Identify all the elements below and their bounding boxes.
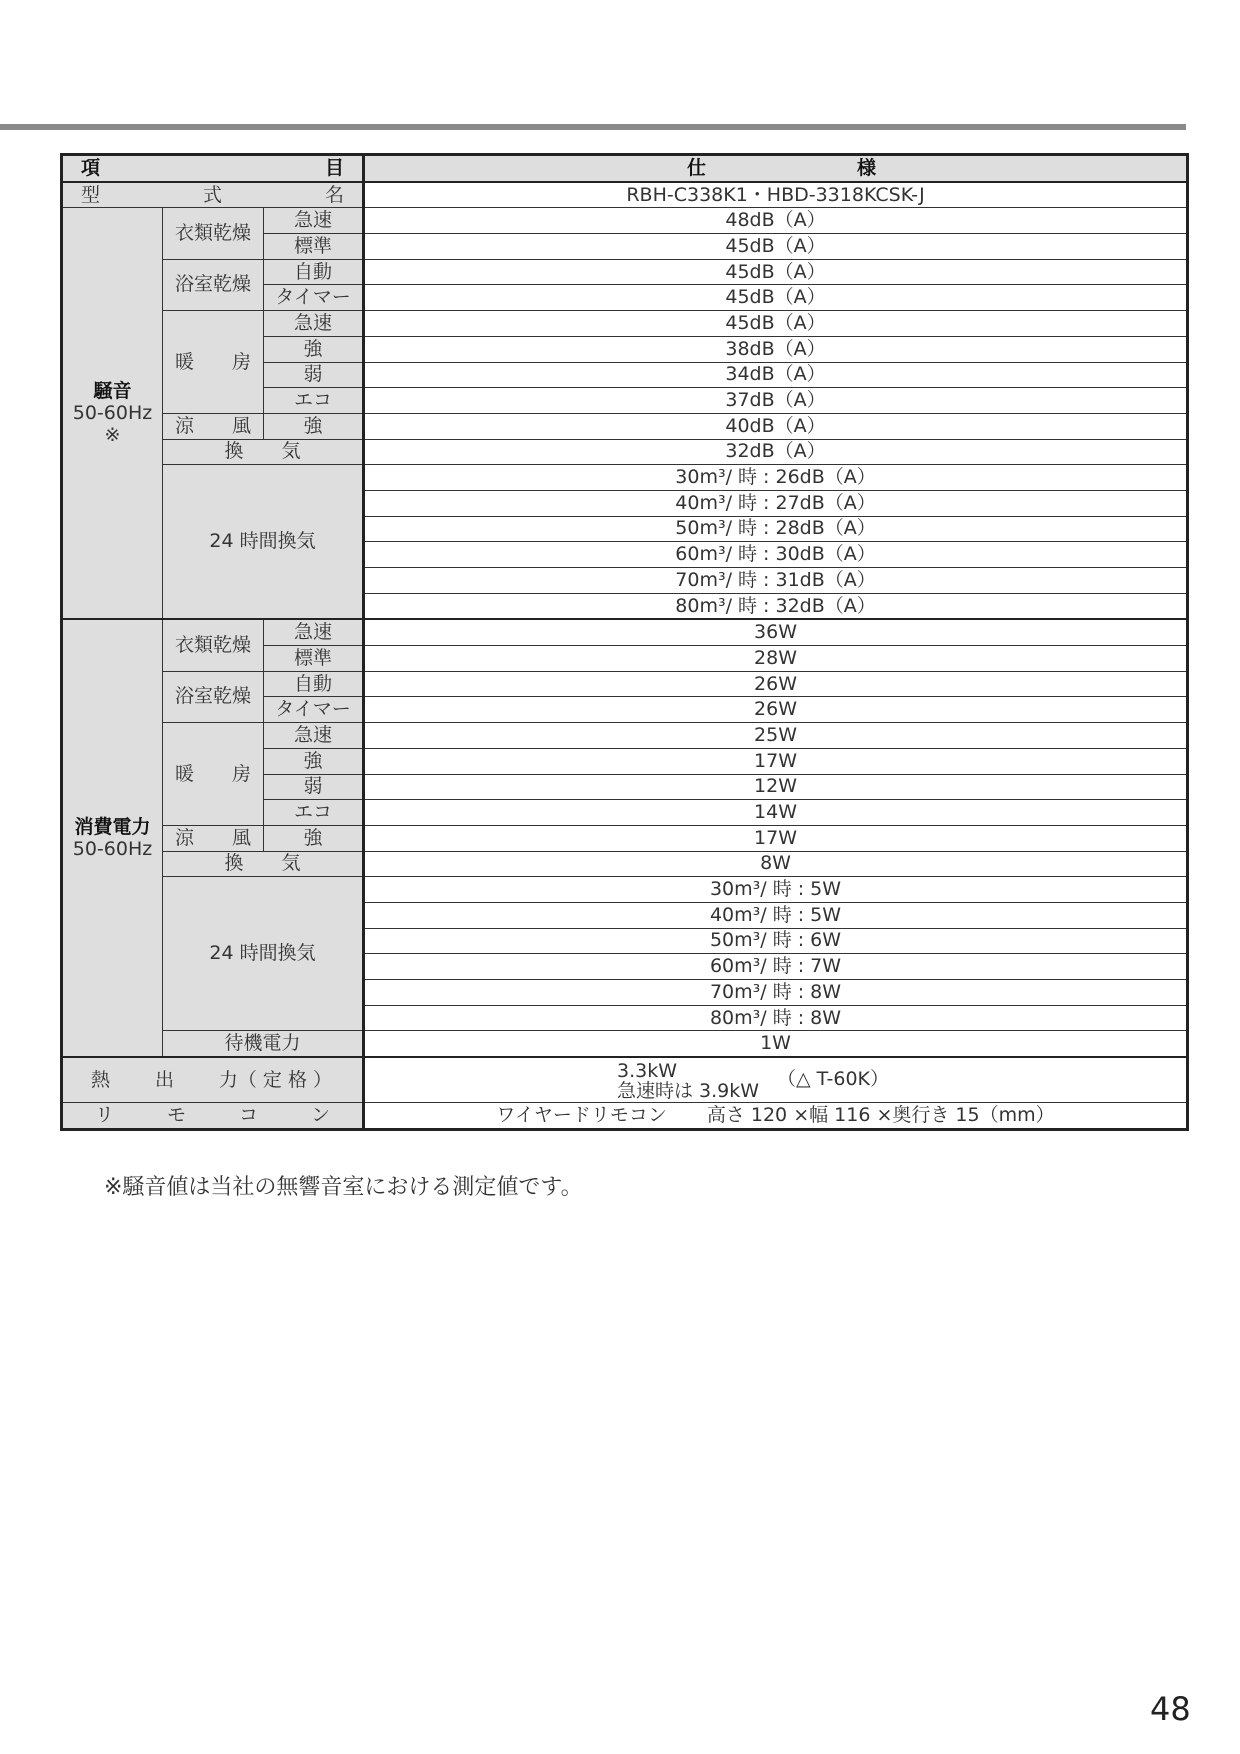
mode-cell: 急速 — [264, 208, 364, 234]
table-row — [62, 465, 1188, 491]
mode-cell: 標準 — [264, 234, 364, 260]
mode-cell: 強 — [264, 748, 364, 774]
power-vent-label: 換 気 — [163, 851, 364, 877]
top-divider — [0, 124, 1186, 130]
model-row — [62, 182, 1188, 208]
value-cell: 40m³/ 時 : 5W — [364, 902, 1188, 928]
mode-cell: 自動 — [264, 259, 364, 285]
noise-bath-dry-label: 浴室乾燥 — [163, 259, 264, 310]
header-row — [62, 155, 1188, 182]
table-row — [62, 851, 1188, 877]
mode-cell: エコ — [264, 800, 364, 826]
value-cell: 8W — [364, 851, 1188, 877]
value-cell: 50m³/ 時 : 28dB（A） — [364, 516, 1188, 542]
power-vent24-label: 24 時間換気 — [163, 877, 364, 1031]
mode-cell: 弱 — [264, 362, 364, 388]
value-cell: 30m³/ 時 : 5W — [364, 877, 1188, 903]
value-cell: 45dB（A） — [364, 234, 1188, 260]
noise-clothes-dry-label: 衣類乾燥 — [163, 208, 264, 259]
value-cell: 14W — [364, 800, 1188, 826]
power-cool-label: 涼 風 — [163, 825, 264, 851]
value-cell: 1W — [364, 1031, 1188, 1057]
spec-table — [60, 153, 1189, 1131]
remote-row — [62, 1103, 1188, 1130]
power-standby-label: 待機電力 — [163, 1031, 364, 1057]
heat-output-values: 3.3kW 急速時は 3.9kW — [617, 1060, 760, 1102]
value-cell: 17W — [364, 825, 1188, 851]
table-row — [62, 259, 1188, 285]
remote-label: リ モ コ ン — [62, 1103, 364, 1130]
page-number: 48 — [1150, 1690, 1191, 1728]
power-category: 消費電力 50-60Hz — [62, 619, 163, 1057]
value-cell: 37dB（A） — [364, 388, 1188, 414]
value-cell: 38dB（A） — [364, 336, 1188, 362]
remote-value: ワイヤードリモコン 高さ 120 ×幅 116 ×奥行き 15（mm） — [364, 1103, 1188, 1130]
mode-cell: 弱 — [264, 774, 364, 800]
table-row — [62, 413, 1188, 439]
value-cell: 48dB（A） — [364, 208, 1188, 234]
value-cell: 26W — [364, 697, 1188, 723]
mode-cell: 急速 — [264, 723, 364, 749]
value-cell: 26W — [364, 671, 1188, 697]
table-row — [62, 671, 1188, 697]
value-cell: 45dB（A） — [364, 259, 1188, 285]
value-cell: 45dB（A） — [364, 285, 1188, 311]
table-row — [62, 311, 1188, 337]
value-cell: 36W — [364, 619, 1188, 645]
value-cell: 28W — [364, 646, 1188, 672]
mode-cell: 急速 — [264, 619, 364, 645]
heat-output-row — [62, 1057, 1188, 1103]
noise-vent24-label: 24 時間換気 — [163, 465, 364, 620]
table-row — [62, 619, 1188, 645]
noise-cool-label: 涼 風 — [163, 413, 264, 439]
value-cell: 40dB（A） — [364, 413, 1188, 439]
noise-vent-label: 換 気 — [163, 439, 364, 465]
value-cell: 32dB（A） — [364, 439, 1188, 465]
table-row — [62, 723, 1188, 749]
value-cell: 17W — [364, 748, 1188, 774]
mode-cell: 強 — [264, 825, 364, 851]
noise-category: 騒音 50-60Hz ※ — [62, 208, 163, 620]
header-item-cell: 項 目 — [62, 155, 364, 182]
value-cell: 40m³/ 時 : 27dB（A） — [364, 490, 1188, 516]
mode-cell: タイマー — [264, 697, 364, 723]
value-cell: 60m³/ 時 : 7W — [364, 954, 1188, 980]
value-cell: 70m³/ 時 : 31dB（A） — [364, 568, 1188, 594]
table-row — [62, 1031, 1188, 1057]
mode-cell: 自動 — [264, 671, 364, 697]
mode-cell: 標準 — [264, 646, 364, 672]
mode-cell: 強 — [264, 336, 364, 362]
value-cell: 80m³/ 時 : 32dB（A） — [364, 593, 1188, 619]
noise-heating-label: 暖 房 — [163, 311, 264, 414]
power-bath-dry-label: 浴室乾燥 — [163, 671, 264, 722]
table-row — [62, 877, 1188, 903]
mode-cell: 急速 — [264, 311, 364, 337]
power-heating-label: 暖 房 — [163, 723, 264, 826]
value-cell: 30m³/ 時 : 26dB（A） — [364, 465, 1188, 491]
value-cell: 12W — [364, 774, 1188, 800]
heat-output-value — [364, 1057, 1188, 1103]
table-row — [62, 208, 1188, 234]
power-clothes-dry-label: 衣類乾燥 — [163, 619, 264, 671]
value-cell: 45dB（A） — [364, 311, 1188, 337]
value-cell: 34dB（A） — [364, 362, 1188, 388]
heat-output-note: （△ T-60K） — [777, 1068, 890, 1091]
model-value: RBH-C338K1・HBD-3318KCSK-J — [364, 182, 1188, 208]
table-row — [62, 439, 1188, 465]
value-cell: 25W — [364, 723, 1188, 749]
mode-cell: 強 — [264, 413, 364, 439]
value-cell: 50m³/ 時 : 6W — [364, 928, 1188, 954]
value-cell: 80m³/ 時 : 8W — [364, 1005, 1188, 1031]
value-cell: 70m³/ 時 : 8W — [364, 980, 1188, 1006]
footnote: ※騒音値は当社の無響音室における測定値です。 — [104, 1175, 583, 1200]
header-spec-cell: 仕 様 — [364, 155, 1188, 182]
heat-output-label: 熱 出 力（ 定 格 ） — [62, 1057, 364, 1103]
value-cell: 60m³/ 時 : 30dB（A） — [364, 542, 1188, 568]
model-label: 型 式 名 — [62, 182, 364, 208]
table-row — [62, 825, 1188, 851]
mode-cell: エコ — [264, 388, 364, 414]
mode-cell: タイマー — [264, 285, 364, 311]
